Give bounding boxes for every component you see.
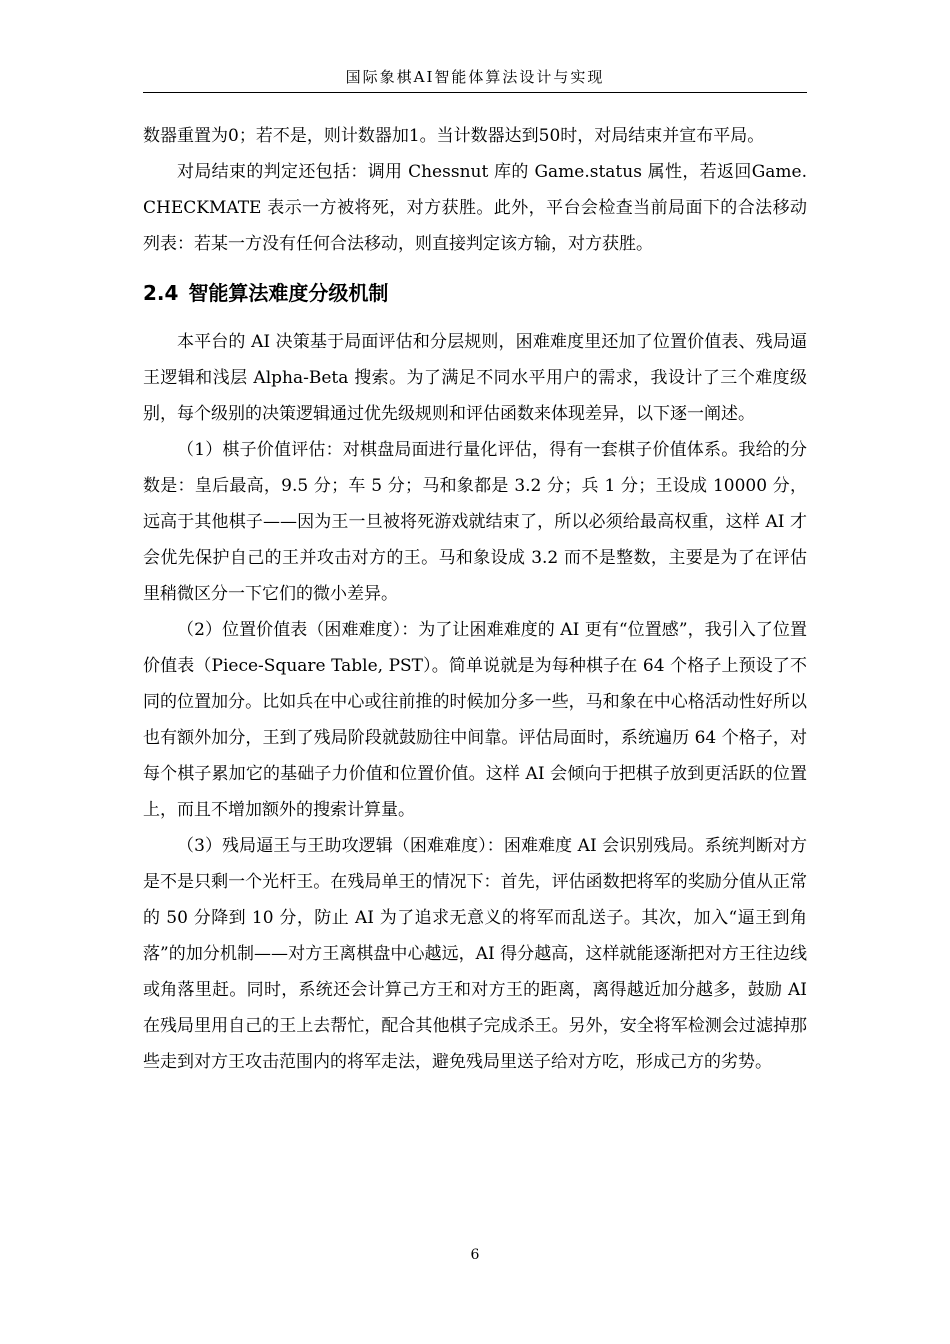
body-text xyxy=(143,118,807,1080)
paragraph-continued: 数器重置为0；若不是，则计数器加1。当计数器达到50时，对局结束并宣布平局。 xyxy=(143,126,765,146)
running-header: 国际象棋AI智能体算法设计与实现 xyxy=(345,68,605,86)
header-rule xyxy=(143,92,807,93)
paragraph-piece-value: （1）棋子价值评估：对棋盘局面进行量化评估，得有一套棋子价值体系。我给的分数是：皇后最高，9.5 分；车 5 分；马和象都是 3.2 分；兵 1 分；王设成 10000 分，远高于其他棋子——因为王一旦被将死游戏就结束了，所以必须给最高权重，这样 AI 才会优先保护自己的王并攻击对方的王。马和象设成 3.2 而不是整数，主要是为了在评估里稍微区分一下它们的微小差异。 xyxy=(143,440,807,604)
paragraph-intro: 本平台的 AI 决策基于局面评估和分层规则，困难难度里还加了位置价值表、残局逼王逻辑和浅层 Alpha-Beta 搜索。为了满足不同水平用户的需求，我设计了三个难度级别，每个级别的决策逻辑通过优先级规则和评估函数来体现差异，以下逐一阐述。 xyxy=(143,332,807,424)
section-heading xyxy=(143,276,807,310)
paragraph-game-end: 对局结束的判定还包括：调用 Chessnut 库的 Game.status 属性，若返回Game.CHECKMATE 表示一方被将死，对方获胜。此外，平台会检查当前局面下的合法移动列表：若某一方没有任何合法移动，则直接判定该方输，对方获胜。 xyxy=(143,162,807,254)
section-title: 智能算法难度分级机制 xyxy=(188,281,389,305)
paragraph-pst: （2）位置价值表（困难难度）：为了让困难难度的 AI 更有“位置感”，我引入了位置价值表（Piece-Square Table, PST）。简单说就是为每种棋子在 64 个格子上预设了不同的位置加分。比如兵在中心或往前推的时候加分多一些，马和象在中心格活动性好所以也有额外加分，王到了残局阶段就鼓励往中间靠。评估局面时，系统遍历 64 个格子，对每个棋子累加它的基础子力价值和位置价值。这样 AI 会倾向于把棋子放到更活跃的位置上，而且不增加额外的搜索计算量。 xyxy=(143,620,807,820)
section-number: 2.4 xyxy=(143,281,179,305)
page-number: 6 xyxy=(470,1247,480,1263)
paragraph-endgame: （3）残局逼王与王助攻逻辑（困难难度）：困难难度 AI 会识别残局。系统判断对方是不是只剩一个光杆王。在残局单王的情况下：首先，评估函数把将军的奖励分值从正常的 50 分降到 10 分，防止 AI 为了追求无意义的将军而乱送子。其次，加入“逼王到角落”的加分机制——对方王离棋盘中心越远，AI 得分越高，这样就能逐渐把对方王往边线或角落里赶。同时，系统还会计算己方王和对方王的距离，离得越近加分越多，鼓励 AI 在残局里用自己的王上去帮忙，配合其他棋子完成杀王。另外，安全将军检测会过滤掉那些走到对方王攻击范围内的将军走法，避免残局里送子给对方吃，形成己方的劣势。 xyxy=(143,836,807,1072)
